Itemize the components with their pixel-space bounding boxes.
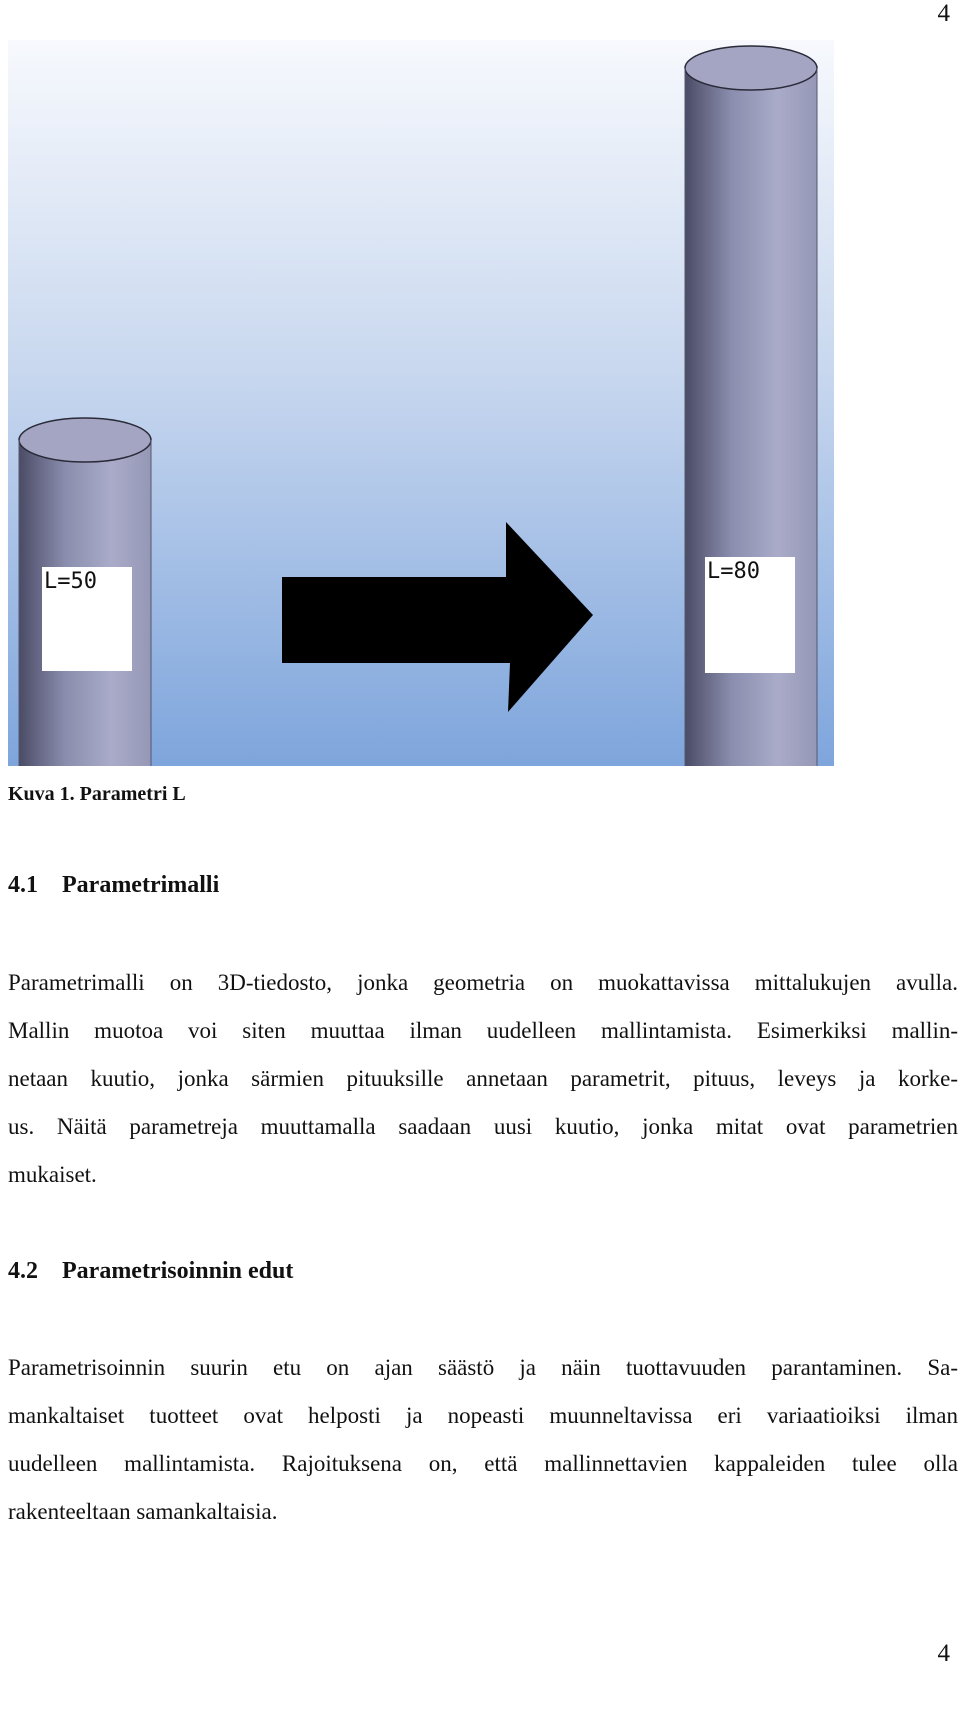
figure-parameter-l bbox=[8, 40, 834, 766]
paragraph-parametrisoinnin-edut bbox=[8, 1344, 958, 1536]
paragraph-parametrimalli bbox=[8, 959, 958, 1199]
section-heading-4-1 bbox=[8, 872, 219, 899]
text-line: mukaiset. bbox=[8, 1162, 97, 1187]
page-number-top: 4 bbox=[937, 0, 950, 27]
section-title: Parametrimalli bbox=[62, 872, 220, 898]
section-heading-4-2 bbox=[8, 1258, 293, 1285]
text-line: Mallin muotoa voi siten muuttaa ilman uudelleen mallintamista. Esimerkiksi mallin- bbox=[8, 1018, 958, 1043]
figure-caption: Kuva 1. Parametri L bbox=[8, 783, 186, 805]
text-line: Parametrimalli on 3D-tiedosto, jonka geometria on muokattavissa mittalukujen avulla. bbox=[8, 970, 958, 995]
text-line: rakenteeltaan samankaltaisia. bbox=[8, 1499, 278, 1524]
figure-illustration bbox=[8, 40, 834, 766]
section-number: 4.2 bbox=[8, 1258, 38, 1284]
text-line: netaan kuutio, jonka särmien pituuksille annetaan parametrit, pituus, leveys ja korke- bbox=[8, 1066, 958, 1091]
text-line: mankaltaiset tuotteet ovat helposti ja nopeasti muunneltavissa eri variaatioiksi ilman bbox=[8, 1403, 958, 1428]
section-title: Parametrisoinnin edut bbox=[62, 1258, 294, 1284]
text-line: uudelleen mallintamista. Rajoituksena on, että mallinnettavien kappaleiden tulee olla bbox=[8, 1451, 958, 1476]
page-number-bottom: 4 bbox=[937, 1640, 950, 1667]
label-right: L=80 bbox=[707, 559, 760, 584]
section-number: 4.1 bbox=[8, 872, 38, 898]
text-line: Parametrisoinnin suurin etu on ajan säästö ja näin tuottavuuden parantaminen. Sa- bbox=[8, 1355, 958, 1380]
text-line: us. Näitä parametreja muuttamalla saadaan uusi kuutio, jonka mitat ovat parametrien bbox=[8, 1114, 958, 1139]
label-left: L=50 bbox=[44, 569, 97, 594]
